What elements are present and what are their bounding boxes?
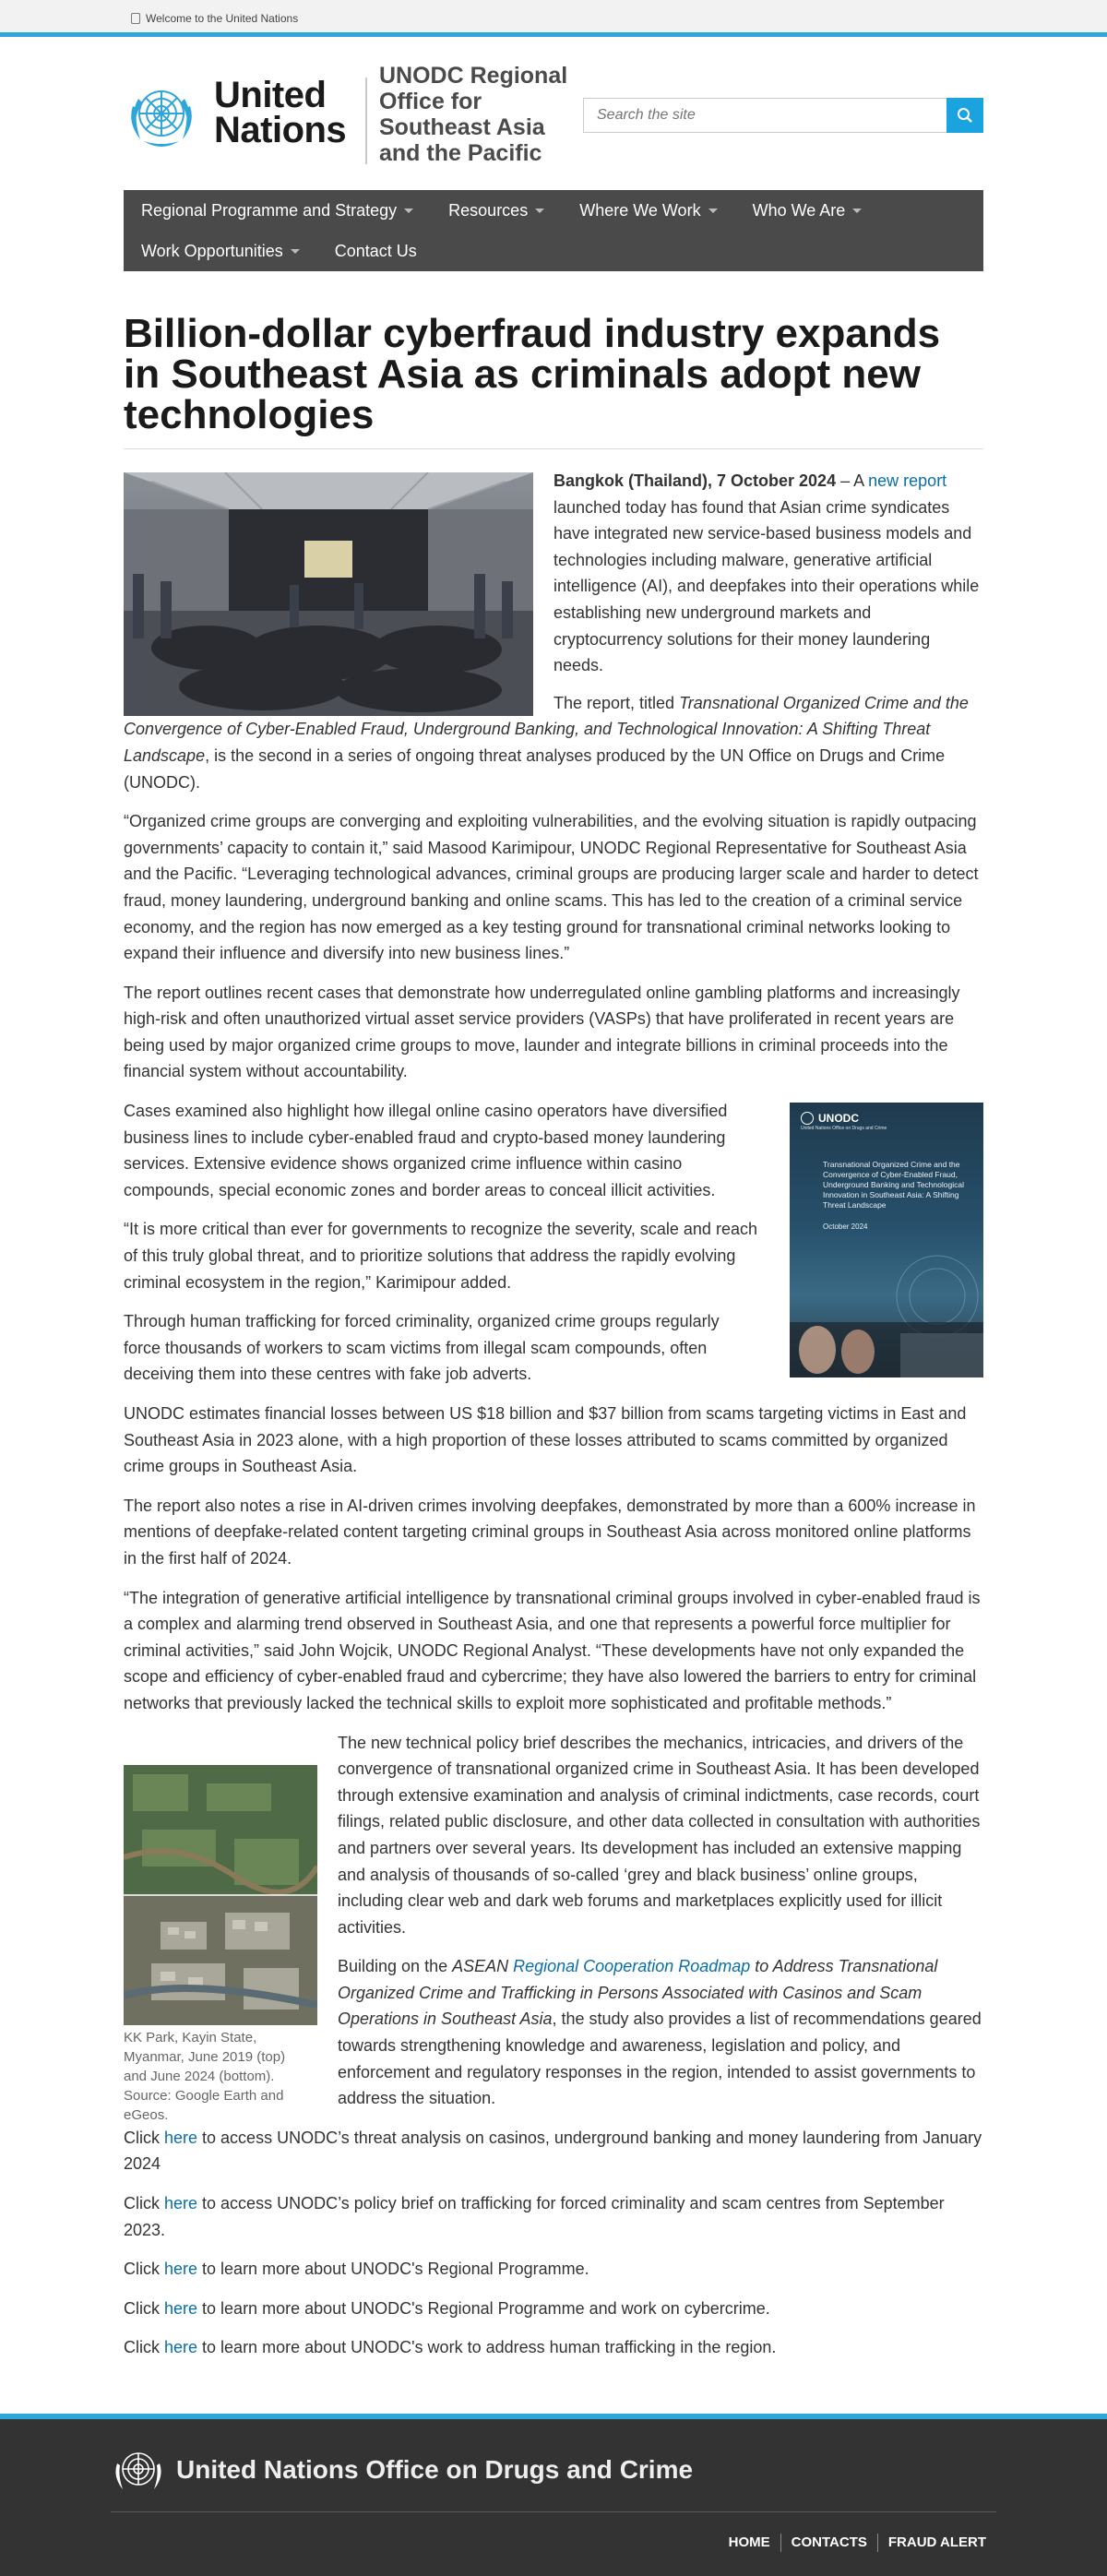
article-paragraph-7: Through human trafficking for forced criminality, organized crime groups regularly force thousands of workers to scam victims from illegal scam compounds, often deceiving them into these centres with fake job adverts. — [124, 1312, 720, 1384]
satellite-image — [124, 1765, 317, 2025]
nav-who-we-are[interactable] — [735, 197, 880, 223]
report-title: Transnational Organized Crime and the Convergence of Cyber-Enabled Fraud, Underground Banking, and Technological Innovation: A Shifting Threat Landscape — [124, 693, 969, 765]
here-link-cybercrime[interactable]: here — [164, 2298, 198, 2318]
nav-label: Resources — [448, 201, 529, 220]
link-pre: Click — [124, 2298, 164, 2318]
nav-label: Regional Programme and Strategy — [141, 201, 398, 220]
p12-text-b: , the study also provides a list of recommendations geared towards strengthening knowledge and awareness, legislation and policy, and enforcement and regulatory responses in the region, intended to assist governments to address the situation. — [338, 2010, 982, 2108]
link-paragraph-1 — [124, 2125, 983, 2177]
cover-brand: UNODC — [818, 1112, 859, 1125]
un-wordmark-line1: United — [214, 75, 327, 115]
link-post: to learn more about UNODC's Regional Programme. — [197, 2260, 589, 2279]
article-paragraph-9: The report also notes a rise in AI-driven crimes involving deepfakes, demonstrated by more than a 600% increase in mentions of deepfake-related content targeting criminal groups in Southeast Asia across monitored online platforms in the first half of 2024. — [124, 1496, 976, 1568]
un-emblem-icon[interactable] — [124, 78, 199, 154]
search-icon — [957, 107, 973, 124]
dateline: Bangkok (Thailand), 7 October 2024 — [554, 471, 837, 490]
p2-text-b: , is the second in a series of ongoing threat analyses produced by the UN Office on Drugs and Crime (UNODC). — [124, 745, 946, 792]
intro-text-b: launched today has found that Asian crime syndicates have integrated new service-based business models and technologies including malware, generative artificial intelligence (AI), and deepfakes into their operations while establishing new underground markets and cryptocurrency solutions for their money laundering needs. — [554, 497, 980, 675]
link-post: to learn more about UNODC's work to address human trafficking in the region. — [197, 2338, 777, 2357]
link-post: to learn more about UNODC's Regional Programme and work on cybercrime. — [197, 2298, 770, 2318]
cover-date: October 2024 — [823, 1222, 868, 1231]
footer-link-contacts[interactable]: CONTACTS — [780, 2534, 877, 2552]
un-wordmark[interactable] — [214, 75, 347, 150]
new-report-link[interactable]: new report — [868, 471, 947, 490]
footer-links — [719, 2534, 996, 2552]
caret-down-icon — [535, 209, 544, 213]
caret-down-icon — [291, 249, 300, 254]
link-pre: Click — [124, 2260, 164, 2279]
cover-artwork — [790, 1103, 983, 1377]
office-name-line1: UNODC Regional — [379, 63, 568, 89]
welcome-text[interactable]: Welcome to the United Nations — [146, 12, 299, 25]
un-emblem-icon[interactable] — [111, 2443, 166, 2498]
caret-down-icon — [708, 209, 718, 213]
article-paragraph-3: “Organized crime groups are converging and exploiting vulnerabilities, and the evolving situation is rapidly outpacing governments’ capacity to contain it,” said Masood Karimipour, UNODC Regional Representative for Southeast Asia and the Pacific. “Leveraging technological advances, criminal groups are producing larger scale and harder to detect fraud, money laundering, underground banking and online scams. This has led to the creation of a criminal service economy, and the region has now emerged as a key testing ground for transnational criminal networks looking to expand their influence and diversify into new business lines.” — [124, 812, 979, 963]
nav-label: Work Opportunities — [141, 242, 283, 260]
globe-icon — [131, 13, 140, 24]
top-bar — [0, 0, 1107, 37]
link-post: to access UNODC’s policy brief on trafficking for forced criminality and scam centres from September 2023. — [124, 2194, 945, 2239]
link-paragraph-5 — [124, 2334, 983, 2361]
link-paragraph-3 — [124, 2256, 983, 2283]
topbar-welcome[interactable] — [131, 10, 298, 27]
link-post: to access UNODC’s threat analysis on casinos, underground banking and money laundering from January 2024 — [124, 2128, 982, 2174]
satellite-caption: KK Park, Kayin State, Myanmar, June 2019 (top) and June 2024 (bottom). Source: Google Earth and eGeos. — [124, 2030, 286, 2123]
intro-text-a: – A — [836, 471, 869, 490]
article-paragraph-11: The new technical policy brief describes the mechanics, intricacies, and drivers of the convergence of transnational organized crime in Southeast Asia. It has been developed through extensive examination and analysis of criminal indictments, case records, court filings, related public disclosure, and other data collected in consultation with authorities and partners over several years. Its development has included an extensive mapping and analysis of thousands of so-called ‘grey and black business’ online groups, including clear web and dark web forums and marketplaces explicitly used for illicit activities. — [338, 1733, 981, 1937]
nav-label: Where We Work — [579, 201, 701, 220]
search-box — [583, 98, 983, 133]
nav-label: Who We Are — [752, 201, 846, 220]
office-name[interactable] — [379, 63, 582, 166]
footer-title[interactable]: United Nations Office on Drugs and Crime — [176, 2455, 694, 2484]
office-name-line4: and the Pacific — [379, 140, 542, 166]
cover-title: Transnational Organized Crime and the Convergence of Cyber-Enabled Fraud, Underground Banking and Technological Innovation in Southeast Asia: A Shifting Threat Landscape — [823, 1160, 964, 1210]
article-paragraph-12 — [338, 1953, 983, 2112]
article-title: Billion-dollar cyberfraud industry expands in Southeast Asia as criminals adopt new technologies — [124, 314, 983, 449]
nav-contact-us[interactable] — [317, 238, 434, 264]
site-footer — [0, 2414, 1107, 2576]
article-paragraph-8: UNODC estimates financial losses between US $18 billion and $37 billion from scams targeting victims in East and Southeast Asia in 2023 alone, with a high proportion of these losses attributed to scams committed by organized crime groups in Southeast Asia. — [124, 1404, 967, 1476]
office-name-line3: Southeast Asia — [379, 114, 545, 140]
roadmap-link[interactable] — [513, 1957, 750, 1975]
link-paragraph-4 — [124, 2296, 983, 2322]
nav-where-we-work[interactable] — [562, 197, 734, 223]
p12-em-2: to Address Transnational Organized Crime and Trafficking in Persons Associated with Casinos and Scam Operations in Southeast Asia — [338, 1957, 938, 2029]
roadmap-link-label: Regional Cooperation Roadmap — [513, 1957, 751, 1976]
article-paragraph-10: “The integration of generative artificial intelligence by transnational criminal groups involved in cyber-enabled fraud is a complex and alarming trend observed in Southeast Asia, and one that represents a powerful force multiplier for criminal activities,” said John Wojcik, UNODC Regional Analyst. “These developments have not only expanded the scope and efficiency of cyber-enabled fraud and cybercrime; they have also lowered the barriers to entry for criminal networks that previously lacked the technical skills to exploit more sophisticated and profitable methods.” — [124, 1588, 981, 1712]
nav-work-opportunities[interactable] — [124, 238, 317, 264]
footer-divider — [111, 2511, 996, 2512]
here-link-human-trafficking[interactable]: here — [164, 2338, 198, 2357]
footer-link-fraud-alert[interactable]: FRAUD ALERT — [877, 2534, 996, 2552]
cover-brand-sub: United Nations Office on Drugs and Crime — [801, 1126, 887, 1131]
p2-text-a: The report, titled — [554, 693, 680, 712]
here-link-scam-centres[interactable]: here — [164, 2194, 198, 2213]
main-nav — [124, 190, 983, 271]
link-pre: Click — [124, 2338, 164, 2357]
nav-resources[interactable] — [431, 197, 562, 223]
report-cover[interactable] — [790, 1103, 983, 1377]
article-paragraph-6: “It is more critical than ever for governments to recognize the severity, scale and reach of this truly global threat, and to prioritize solutions that address the rapidly evolving criminal ecosystem in the region,” Karimipour added. — [124, 1220, 757, 1292]
article-paragraph-4: The report outlines recent cases that demonstrate how underregulated online gambling platforms and increasingly high-risk and often unauthorized virtual asset service providers (VASPs) that have proliferated in recent years are being used by major organized crime groups to move, launder and integrate billions in criminal proceeds into the financial system without accountability. — [124, 983, 960, 1081]
search-input[interactable] — [584, 99, 946, 132]
here-link-casinos[interactable]: here — [164, 2128, 198, 2147]
caret-down-icon — [404, 209, 413, 213]
nav-regional-programme[interactable] — [124, 197, 431, 223]
header-divider — [365, 78, 367, 164]
office-name-line2: Office for — [379, 89, 482, 114]
p12-text-a: Building on the — [338, 1957, 453, 1976]
caret-down-icon — [852, 209, 862, 213]
link-pre: Click — [124, 2128, 164, 2147]
article-intro — [554, 468, 983, 679]
nav-label: Contact Us — [334, 242, 417, 260]
here-link-regional-programme[interactable]: here — [164, 2260, 198, 2279]
article-photo — [124, 472, 533, 716]
search-button[interactable] — [946, 98, 983, 133]
link-paragraph-2 — [124, 2190, 983, 2243]
p12-em-1: ASEAN — [452, 1957, 514, 1976]
article — [124, 311, 983, 2374]
article-paragraph-5: Cases examined also highlight how illegal online casino operators have diversified business lines to include cyber-enabled fraud and crypto-based money laundering services. Extensive evidence shows organized crime influence within casino compounds, special economic zones and border areas to conceal illicit activities. — [124, 1102, 728, 1199]
un-wordmark-line2: Nations — [214, 110, 347, 150]
footer-link-home[interactable]: HOME — [728, 2534, 770, 2550]
link-pre: Click — [124, 2194, 164, 2213]
